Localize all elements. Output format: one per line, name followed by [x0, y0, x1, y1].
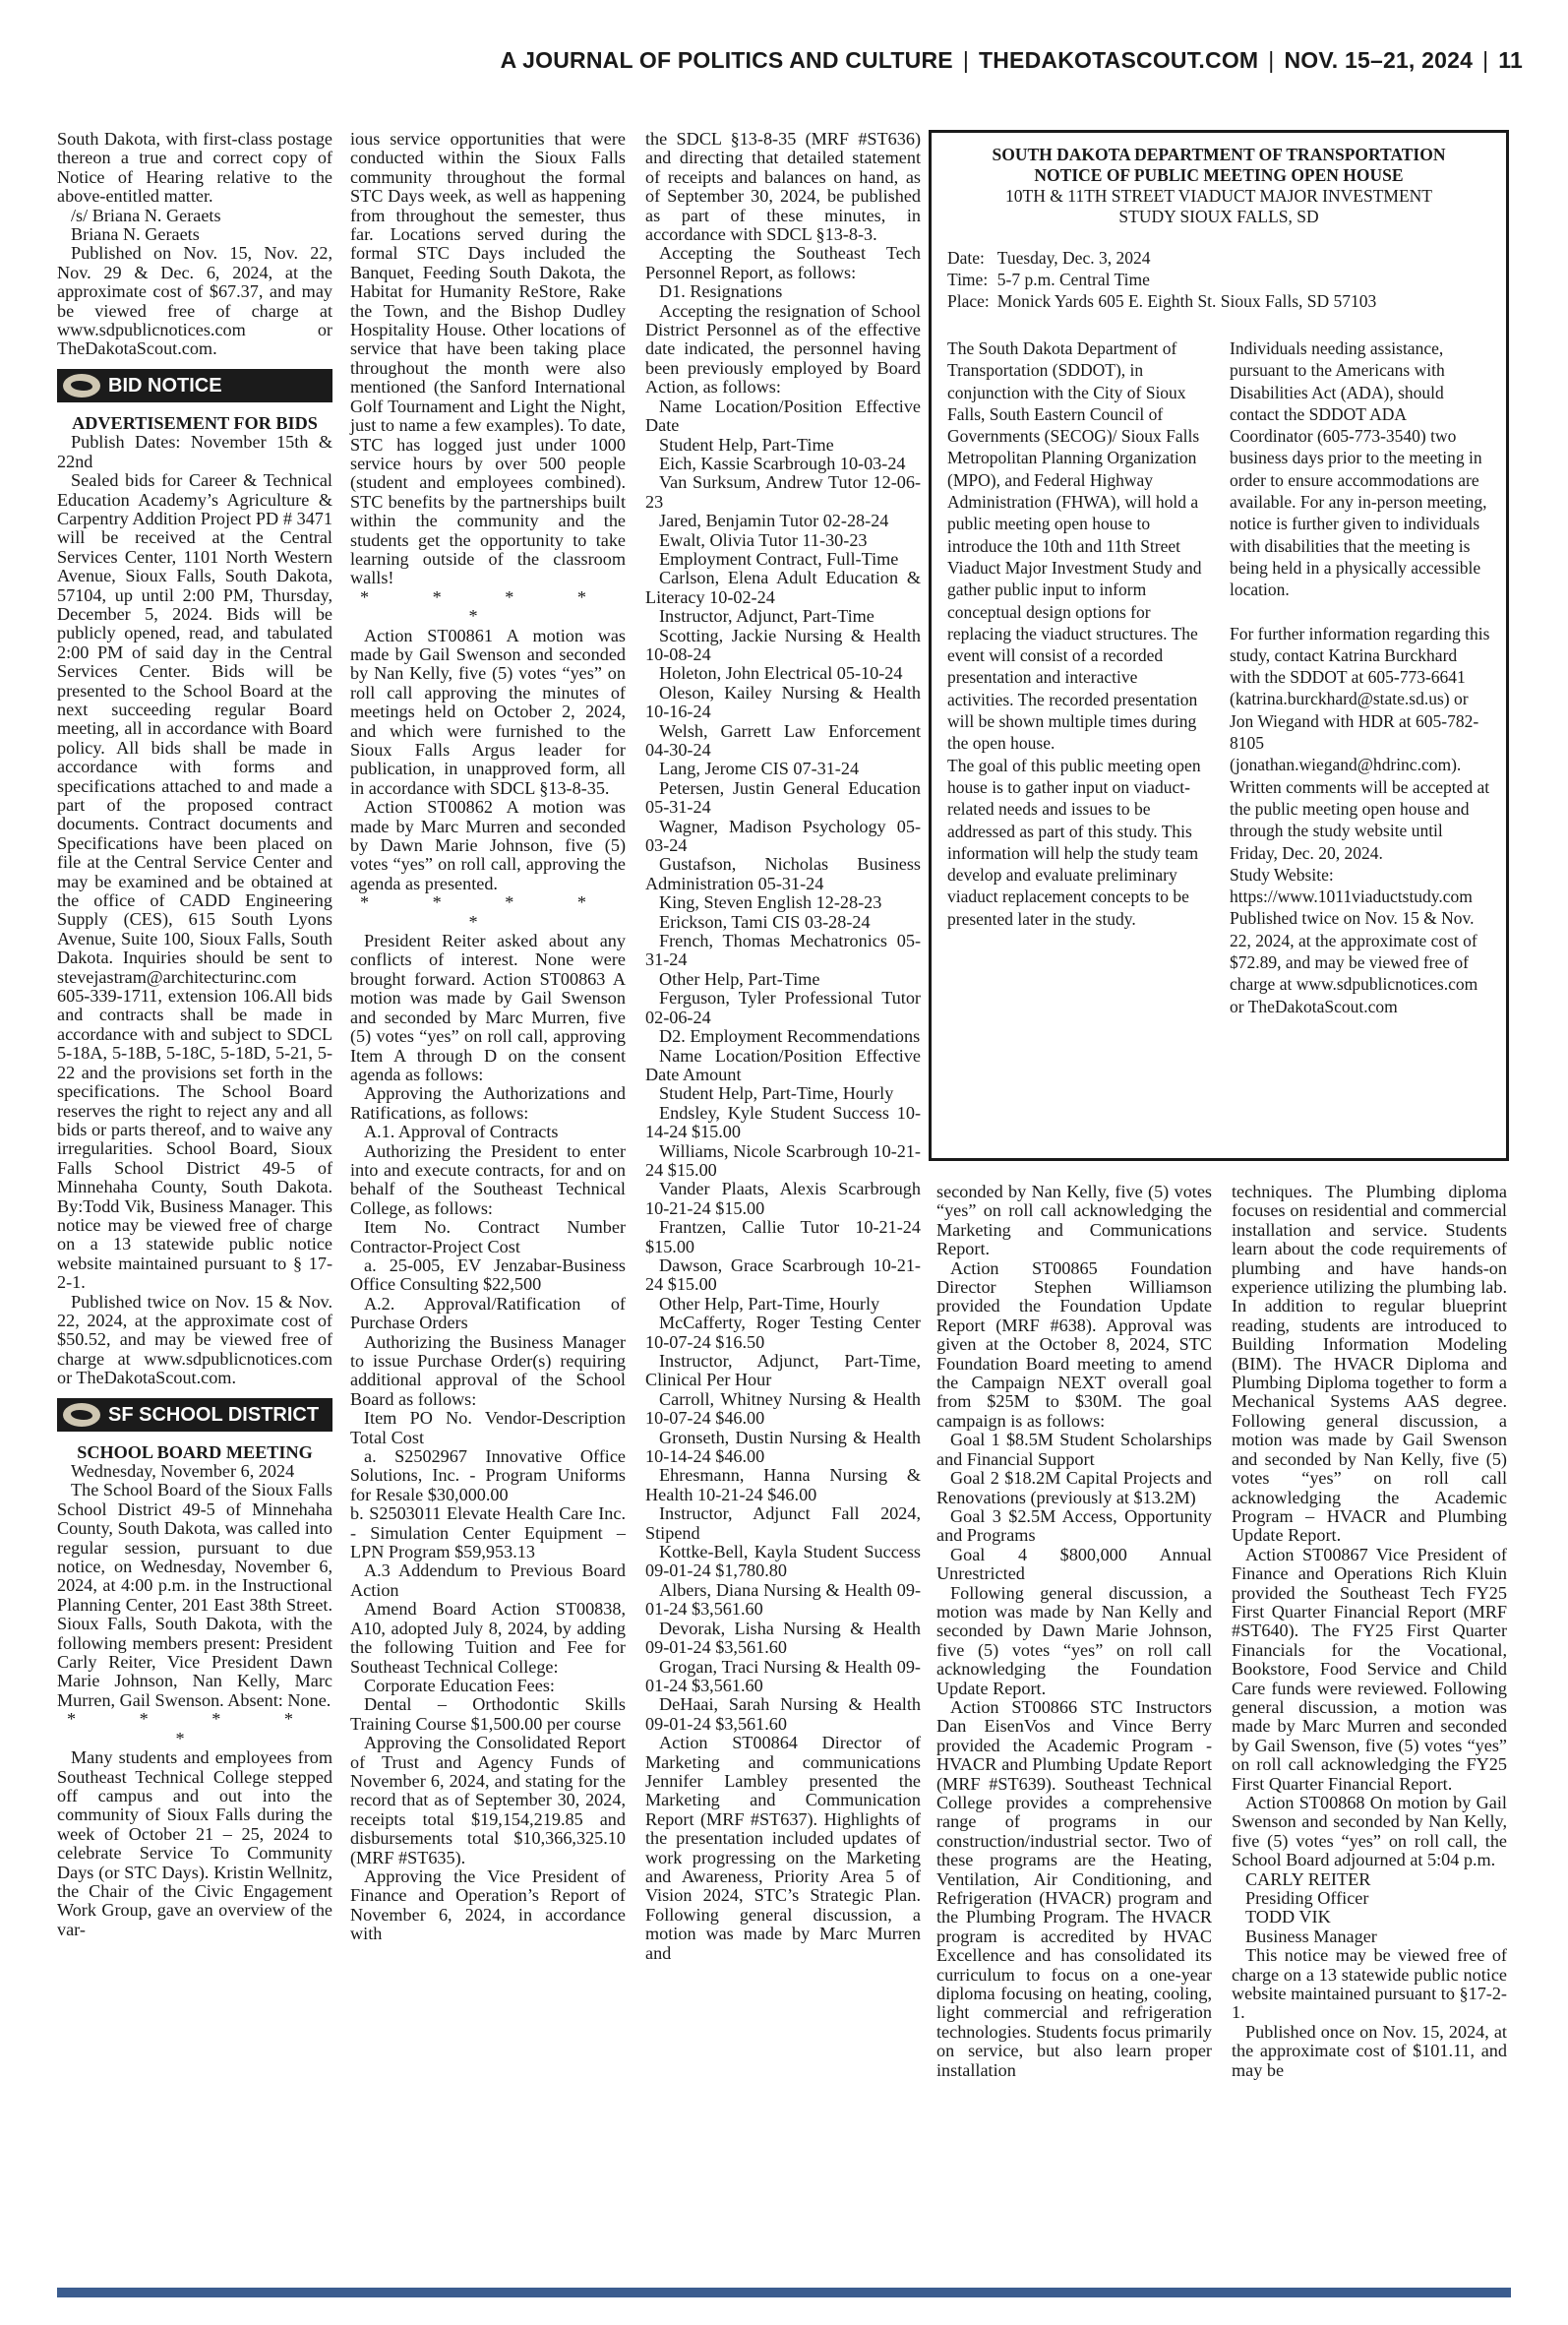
- paragraph: Individuals needing assistance, pursuant to the Americans with Disabilities Act (ADA), should contact the SDDOT ADA Coordinator (605-773-3540) two business days prior to the meeting in order to ensure accommodations are available. For any in-person meeting, notice is further given to individuals with disabilities that the meeting is being held in a physically accessible location.: [1230, 338, 1487, 600]
- column-1: [57, 130, 332, 1939]
- study-website[interactable]: Study Website: https://www.1011viaductstudy.com: [1230, 864, 1473, 907]
- paragraph: a. S2502967 Innovative Office Solutions, Inc. - Program Uniforms for Resale $30,000.00: [350, 1446, 626, 1504]
- paragraph: Authorizing the President to enter into and execute contracts, for and on behalf of the Southeast Technical College, as follows:: [350, 1140, 626, 1218]
- notice-subtitle-2: STUDY SIOUX FALLS, SD: [1118, 207, 1319, 226]
- bid-dates: Publish Dates: November 15th & 22nd: [57, 432, 332, 471]
- paragraph: Williams, Nicole Scarbrough 10-21-24 $15.00: [645, 1140, 921, 1180]
- paragraph: Other Help, Part-Time: [659, 968, 820, 989]
- paragraph: a. 25-005, EV Jenzabar-Business Office Consulting $22,500: [350, 1254, 626, 1295]
- paragraph: Jared, Benjamin Tutor 02-28-24: [659, 511, 889, 531]
- paragraph: Action ST00865 Foundation Director Stephen Williamson provided the Foundation Update Report (MRF #638). Approval was given at the October 8, 2024, STC Foundation Board meeting to amend the Campaign NEXT overall goal from $25M to $30M. The goal campaign is as follows:: [936, 1257, 1212, 1431]
- bid-published: Published twice on Nov. 15 & Nov. 22, 2024, at the approximate cost of $50.52, and may be viewed free of charge at www.sdpublicnotices.com or TheDakotaScout.com.: [57, 1291, 332, 1388]
- paragraph: Eich, Kassie Scarbrough 10-03-24: [659, 453, 906, 473]
- bid-title: ADVERTISEMENT FOR BIDS: [72, 412, 318, 433]
- scout-logo-icon: [63, 1403, 100, 1427]
- paragraph: Dawson, Grace Scarbrough 10-21-24 $15.00: [645, 1254, 921, 1295]
- paragraph: Gustafson, Nicholas Business Administration 05-31-24: [645, 854, 921, 893]
- hearing-notice-tail: South Dakota, with first-class postage thereon a true and correct copy of Notice of Hearing relative to the above-entitled matter.: [57, 129, 332, 207]
- paragraph: Carlson, Elena Adult Education & Literacy 10-02-24: [645, 568, 921, 607]
- paragraph: seconded by Nan Kelly, five (5) votes “yes” on roll call acknowledging the Marketing and Communications Report.: [936, 1182, 1212, 1259]
- paragraph: Authorizing the Business Manager to issue Purchase Order(s) requiring additional approval of the School Board as follows:: [350, 1331, 626, 1409]
- paragraph: Oleson, Kailey Nursing & Health 10-16-24: [645, 682, 921, 722]
- meeting-details: [947, 247, 1384, 312]
- paragraph: Accepting the Southeast Tech Personnel Report, as follows:: [645, 243, 921, 282]
- paragraph: French, Thomas Mechatronics 05-31-24: [645, 931, 921, 970]
- time-label: Time:: [947, 270, 989, 289]
- paragraph: Employment Contract, Full-Time: [659, 548, 899, 569]
- section-divider: * * * * *: [359, 586, 616, 627]
- stc-days-paragraph: Many students and employees from Southeast Technical College stepped off campus and out into the community of Sioux Falls during the week of October 21 – 25, 2024 to celebrate Service To Community Days (or STC Days). Kristin Wellnitz, the Chair of the Civic Engagement Work Group, gave an overview of the var-: [57, 1747, 332, 1939]
- paragraph: Albers, Diana Nursing & Health 09-01-24 $3,561.60: [645, 1579, 921, 1620]
- paragraph: A.3 Addendum to Previous Board Action: [350, 1560, 626, 1600]
- paragraph: Action ST00864 Director of Marketing and communications Jennifer Lambley presented the Marketing and Communication Report (MRF #ST637). Highlights of the presentation included updates of work progressing on the Marketing and Awareness, Priority Area 5 of Vision 2024, STC’s Strategic Plan. Following general discussion, a motion was made by Marc Murren and: [645, 1733, 921, 1963]
- school-board-title: SCHOOL BOARD MEETING: [77, 1441, 313, 1462]
- paragraph: Corporate Education Fees:: [364, 1675, 555, 1695]
- paragraph: Dental – Orthodontic Skills Training Course $1,500.00 per course: [350, 1694, 626, 1734]
- paragraph: Gronseth, Dustin Nursing & Health 10-14-24 $46.00: [645, 1427, 921, 1467]
- paragraph: Endsley, Kyle Student Success 10-14-24 $15.00: [645, 1102, 921, 1142]
- paragraph: Action ST00861 A motion was made by Gail Swenson and seconded by Nan Kelly, five (5) votes “yes” on roll call approving the minutes of meetings held on October 2, 2024, and which were furnished to the Sioux Falls Argus leader for publication, in unapproved form, all in accordance with SDCL §13-8-35.: [350, 625, 626, 798]
- paragraph: D1. Resignations: [659, 281, 783, 302]
- paragraph: Devorak, Lisha Nursing & Health 09-01-24 $3,561.60: [645, 1618, 921, 1658]
- paragraph: Goal 1 $8.5M Student Scholarships and Financial Support: [936, 1430, 1212, 1469]
- paragraph: Scotting, Jackie Nursing & Health 10-08-24: [645, 625, 921, 664]
- notice-left-column: [947, 337, 1208, 1017]
- paragraph: Grogan, Traci Nursing & Health 09-01-24 $3,561.60: [645, 1656, 921, 1695]
- paragraph: For further information regarding this study, contact Katrina Burckhard with the SDDOT at 605-773-6641 (katrina.burckhard@state.sd.us) or Jon Wiegand with HDR at 605-782-8105 (jonathan.wiegand@hdrinc.com). Written comments will be accepted at the public meeting open house and through the study website until Friday, Dec. 20, 2024.: [1230, 623, 1490, 863]
- paragraph: Welsh, Garrett Law Enforcement 04-30-24: [645, 720, 921, 760]
- paragraph: Ferguson, Tyler Professional Tutor 02-06-24: [645, 988, 921, 1027]
- paragraph: Name Location/Position Effective Date Amount: [645, 1045, 921, 1084]
- paragraph: Approving the Authorizations and Ratifications, as follows:: [350, 1083, 626, 1123]
- masthead: A JOURNAL OF POLITICS AND CULTURE | THEDAKOTASCOUT.COM | NOV. 15–21, 2024 | 11: [500, 47, 1523, 73]
- paragraph: Name Location/Position Effective Date: [645, 396, 921, 436]
- paragraph: Action ST00867 Vice President of Finance and Operations Rich Kluin provided the Southeast Tech FY25 First Quarter Financial Report (MRF #ST640). The FY25 First Quarter Financials for the Vocational, Bookstore, Food Service and Child Care funds were reviewed. Following general discussion, a motion was made by Marc Murren and seconded by Gail Swenson, five (5) votes “yes” on roll call acknowledging the FY25 First Quarter Financial Report.: [1232, 1544, 1507, 1794]
- paragraph: Action ST00868 On motion by Gail Swenson and seconded by Nan Kelly, five (5) votes “yes” on roll call, the School Board adjourned at 5:04 p.m.: [1232, 1793, 1507, 1870]
- paragraph: Other Help, Part-Time, Hourly: [659, 1293, 880, 1314]
- paragraph: Item No. Contract Number Contractor-Project Cost: [350, 1217, 626, 1256]
- signer-title: Presiding Officer: [1245, 1888, 1369, 1909]
- time-value: 5-7 p.m. Central Time: [996, 270, 1150, 289]
- paragraph: President Reiter asked about any conflicts of interest. None were brought forward. Action ST00863 A motion was made by Gail Swenson and seconded by Marc Murren, five (5) votes “yes” on roll call, approving Item A through D on the consent agenda as follows:: [350, 931, 626, 1084]
- scout-logo-icon: [63, 374, 100, 398]
- notice-body: [947, 337, 1490, 1017]
- paragraph: the SDCL §13-8-35 (MRF #ST636) and directing that detailed statement of receipts and balances on hand, as of September 30, 2024, be published as part of these minutes, in accordance with SDCL §13-8-3.: [645, 129, 921, 245]
- sf-school-district-banner: SF SCHOOL DISTRICT: [57, 1398, 332, 1432]
- page-number: 11: [1498, 47, 1523, 73]
- hearing-published: Published on Nov. 15, Nov. 22, Nov. 29 & Dec. 6, 2024, at the approximate cost of $67.37, and may be viewed free of charge at www.sdpublicnotices.com or TheDakotaScout.com.: [57, 243, 332, 359]
- column-5: [1232, 1183, 1507, 2080]
- column-3: [645, 130, 921, 1963]
- paragraph: Carroll, Whitney Nursing & Health 10-07-24 $46.00: [645, 1388, 921, 1429]
- paragraph: Instructor, Adjunct Fall 2024, Stipend: [645, 1503, 921, 1543]
- paragraph: McCafferty, Roger Testing Center 10-07-24 $16.50: [645, 1313, 921, 1352]
- paragraph: A.2. Approval/Ratification of Purchase Orders: [350, 1293, 626, 1333]
- signer-title: Business Manager: [1245, 1926, 1377, 1946]
- paragraph: Goal 4 $800,000 Annual Unrestricted: [936, 1544, 1212, 1584]
- date-label: Date:: [947, 248, 985, 268]
- section-divider: * * * * *: [66, 1709, 323, 1748]
- paragraph: Ewalt, Olivia Tutor 11-30-23: [659, 529, 868, 550]
- signature-line: /s/ Briana N. Geraets: [71, 205, 221, 225]
- paragraph: Action ST00866 STC Instructors Dan EisenVos and Vince Berry provided the Academic Program - HVACR and Plumbing Update Report (MRF #ST639). Southeast Technical College provides a comprehensive range of programs in our construction/industrial sector. Two of these programs are the Heating, Ventilation, Air Conditioning, and Refrigeration (HVACR) program and the Plumbing Program. The HVACR program is accredited by HVAC Excellence and has consolidated its curriculum to focus on a one-year diploma focusing on heating, cooling, light commercial and refrigeration technologies. Students focus primarily on service, but also learn proper installation: [936, 1696, 1212, 2080]
- column-2: [350, 130, 626, 1944]
- paragraph: Holeton, John Electrical 05-10-24: [659, 663, 903, 684]
- paragraph: King, Steven English 12-28-23: [659, 892, 882, 913]
- paragraph: DeHaai, Sarah Nursing & Health 09-01-24 $3,561.60: [645, 1694, 921, 1734]
- notice-right-column: [1230, 337, 1490, 1017]
- notice-subtitle: 10TH & 11TH STREET VIADUCT MAJOR INVESTMENT: [1005, 186, 1432, 206]
- notice-published: Published twice on Nov. 15 & Nov. 22, 2024, at the approximate cost of $72.89, and may be viewed free of charge at www.sdpublicnotices.com or TheDakotaScout.com: [1230, 908, 1478, 1016]
- paragraph: Erickson, Tami CIS 03-28-24: [659, 911, 871, 932]
- paragraph: Instructor, Adjunct, Part-Time: [659, 606, 874, 627]
- paragraph: A.1. Approval of Contracts: [364, 1122, 559, 1142]
- column-4: [936, 1183, 1212, 2080]
- paragraph: ious service opportunities that were conducted within the Sioux Falls community throughout the formal STC Days week, as well as happening from throughout the semester, thus far. Locations served during the formal STC Days included the Banquet, Feeding South Dakota, the Habitat for Humanity ReStore, Rake the Town, and the Bishop Dudley Hospitality House. Other locations of service that have been taking place throughout the month were also mentioned (the Sanford International Golf Tournament and Light the Night, just to name a few examples). To date, STC has logged just under 1000 service hours by over 500 people (student and employees combined). STC benefits by the partnerships built within the community and the students get the opportunity to take learning outside of the classroom walls!: [350, 129, 626, 588]
- place-label: Place:: [947, 291, 990, 311]
- paragraph: Instructor, Adjunct, Part-Time, Clinical Per Hour: [645, 1351, 921, 1390]
- paragraph: Frantzen, Callie Tutor 10-21-24 $15.00: [645, 1217, 921, 1256]
- paragraph: b. S2503011 Elevate Health Care Inc. - Simulation Center Equipment – LPN Program $59,953.13: [350, 1503, 626, 1562]
- signer-name: TODD VIK: [1245, 1907, 1331, 1927]
- paragraph: This notice may be viewed free of charge on a 13 statewide public notice website maintained pursuant to §17-2-1.: [1232, 1945, 1507, 2023]
- paragraph: techniques. The Plumbing diploma focuses on residential and commercial installation and service. Students learn about the code requirements of plumbing and have hands-on experience utilizing the plumbing lab. In addition to regular blueprint reading, students are introduced to Building Information Modeling (BIM). The HVACR Diploma and Plumbing Diploma together to form a Mechanical Systems AAS degree. Following general discussion, a motion was made by Gail Swenson and seconded by Nan Kelly, five (5) votes “yes” on roll call acknowledging the Academic Program – HVACR and Plumbing Update Report.: [1232, 1182, 1507, 1546]
- paragraph: Goal 2 $18.2M Capital Projects and Renovations (previously at $13.2M): [936, 1468, 1212, 1507]
- paragraph: Approving the Vice President of Finance and Operation’s Report of November 6, 2024, in accordance with: [350, 1866, 626, 1944]
- paragraph: Following general discussion, a motion was made by Nan Kelly and seconded by Dawn Marie Johnson, five (5) votes “yes” on roll call acknowledging the Foundation Update Report.: [936, 1582, 1212, 1698]
- paragraph: Goal 3 $2.5M Access, Opportunity and Programs: [936, 1505, 1212, 1546]
- paragraph: Published once on Nov. 15, 2024, at the approximate cost of $101.11, and may be: [1232, 2021, 1507, 2080]
- paragraph: Wagner, Madison Psychology 05-03-24: [645, 816, 921, 856]
- website[interactable]: THEDAKOTASCOUT.COM: [979, 47, 1259, 73]
- place-value: Monick Yards 605 E. Eighth St. Sioux Falls, SD 57103: [996, 291, 1377, 311]
- signature-name: Briana N. Geraets: [71, 224, 200, 245]
- paragraph: Item PO No. Vendor-Description Total Cost: [350, 1408, 626, 1447]
- paragraph: Ehresmann, Hanna Nursing & Health 10-21-24 $46.00: [645, 1465, 921, 1504]
- paragraph: Petersen, Justin General Education 05-31-24: [645, 777, 921, 818]
- issue-dates: NOV. 15–21, 2024: [1284, 47, 1474, 73]
- publication-tagline: A JOURNAL OF POLITICS AND CULTURE: [500, 47, 953, 73]
- footer-rule: [57, 2288, 1511, 2297]
- paragraph: Amend Board Action ST00838, A10, adopted July 8, 2024, by adding the following Tuition and Fee for Southeast Technical College:: [350, 1599, 626, 1677]
- bid-notice-banner: BID NOTICE: [57, 369, 332, 402]
- paragraph: Student Help, Part-Time: [659, 434, 834, 455]
- date-value: Tuesday, Dec. 3, 2024: [996, 248, 1151, 268]
- paragraph: D2. Employment Recommendations: [659, 1026, 921, 1047]
- meeting-opening: The School Board of the Sioux Falls School District 49-5 of Minnehaha County, South Dakota, was called into regular session, pursuant to due notice, on Wednesday, November 6, 2024, at 4:00 p.m. in the Instructional Planning Center, 201 East 38th Street. Sioux Falls, South Dakota, with the following members present: President Carly Reiter, Vice President Dawn Marie Johnson, Nan Kelly, Marc Murren, Gail Swenson. Absent: None.: [57, 1480, 332, 1710]
- section-divider: * * * * *: [359, 892, 616, 932]
- dot-public-meeting-notice: [929, 130, 1509, 1161]
- notice-agency-title: SOUTH DAKOTA DEPARTMENT OF TRANSPORTATION: [992, 145, 1446, 164]
- bid-body: Sealed bids for Career & Technical Education Academy’s Agriculture & Carpentry Addition Project PD # 3471 will be received at the Central Services Center, 1101 North Western Avenue, Sioux Falls, South Dakota, 57104, up until 2:00 PM, Thursday, December 5, 2024. Bids will be publicly opened, read, and tabulated 2:00 PM of said day in the Central Services Center. Bids will be presented to the School Board at the next succeeding regular Board meeting, all in accordance with Board policy. All bids shall be made in accordance with forms and specifications attached to and made a part of the proposed contract documents. Contract documents and Specifications have been placed on file at the Central Service Center and may be examined and be obtained at the office of CADD Engineering Supply (CES), 615 South Lyons Avenue, Suite 100, Sioux Falls, South Dakota. Inquiries should be sent to stevejastram@architecturinc.com 605-339-1711, extension 106.All bids and contracts shall be made in accordance with and subject to SDCL 5-18A, 5-18B, 5-18C, 5-18D, 5-21, 5-22 and the provisions set forth in the specifications. The School Board reserves the right to reject any and all bids or parts thereof, and to waive any irregularities. School Board, Sioux Falls School District 49-5 of Minnehaha County, South Dakota. By:Todd Vik, Business Manager. This notice may be viewed free of charge on a 13 statewide public notice website maintained pursuant to § 17-2-1.: [57, 470, 332, 1293]
- signer-name: CARLY REITER: [1245, 1868, 1371, 1889]
- paragraph: Lang, Jerome CIS 07-31-24: [659, 759, 860, 779]
- paragraph: Action ST00862 A motion was made by Marc Murren and seconded by Dawn Marie Johnson, five (5) votes “yes” on roll call, approving the agenda as presented.: [350, 797, 626, 893]
- paragraph: Accepting the resignation of School District Personnel as of the effective date indicated, the personnel having been previously employed by Board Action, as follows:: [645, 300, 921, 398]
- paragraph: Vander Plaats, Alexis Scarbrough 10-21-24 $15.00: [645, 1179, 921, 1218]
- paragraph: Kottke-Bell, Kayla Student Success 09-01-24 $1,780.80: [645, 1542, 921, 1581]
- paragraph: Approving the Consolidated Report of Trust and Agency Funds of November 6, 2024, and stating for the record that as of September 30, 2024, receipts total $19,154,219.85 and disbursements total $10,366,325.10 (MRF #ST635).: [350, 1733, 626, 1867]
- paragraph: The South Dakota Department of Transportation (SDDOT), in conjunction with the City of Sioux Falls, South Eastern Council of Governments (SECOG)/ Sioux Falls Metropolitan Planning Organization (MPO), and Federal Highway Administration (FHWA), will hold a public meeting open house to introduce the 10th and 11th Street Viaduct Major Investment Study and gather public input to inform conceptual design options for replacing the viaduct structures. The event will consist of a recorded presentation and interactive activities. The recorded presentation will be shown multiple times during the open house.: [947, 338, 1202, 754]
- paragraph: Van Surksum, Andrew Tutor 12-06-23: [645, 472, 921, 512]
- meeting-date: Wednesday, November 6, 2024: [71, 1461, 295, 1481]
- paragraph: Student Help, Part-Time, Hourly: [659, 1083, 894, 1104]
- notice-title: NOTICE OF PUBLIC MEETING OPEN HOUSE: [1034, 165, 1404, 185]
- paragraph: The goal of this public meeting open house is to gather input on viaduct-related needs and issues to be addressed as part of this study. This information will help the study team develop and evaluate preliminary viaduct replacement concepts to be presented later in the study.: [947, 755, 1201, 929]
